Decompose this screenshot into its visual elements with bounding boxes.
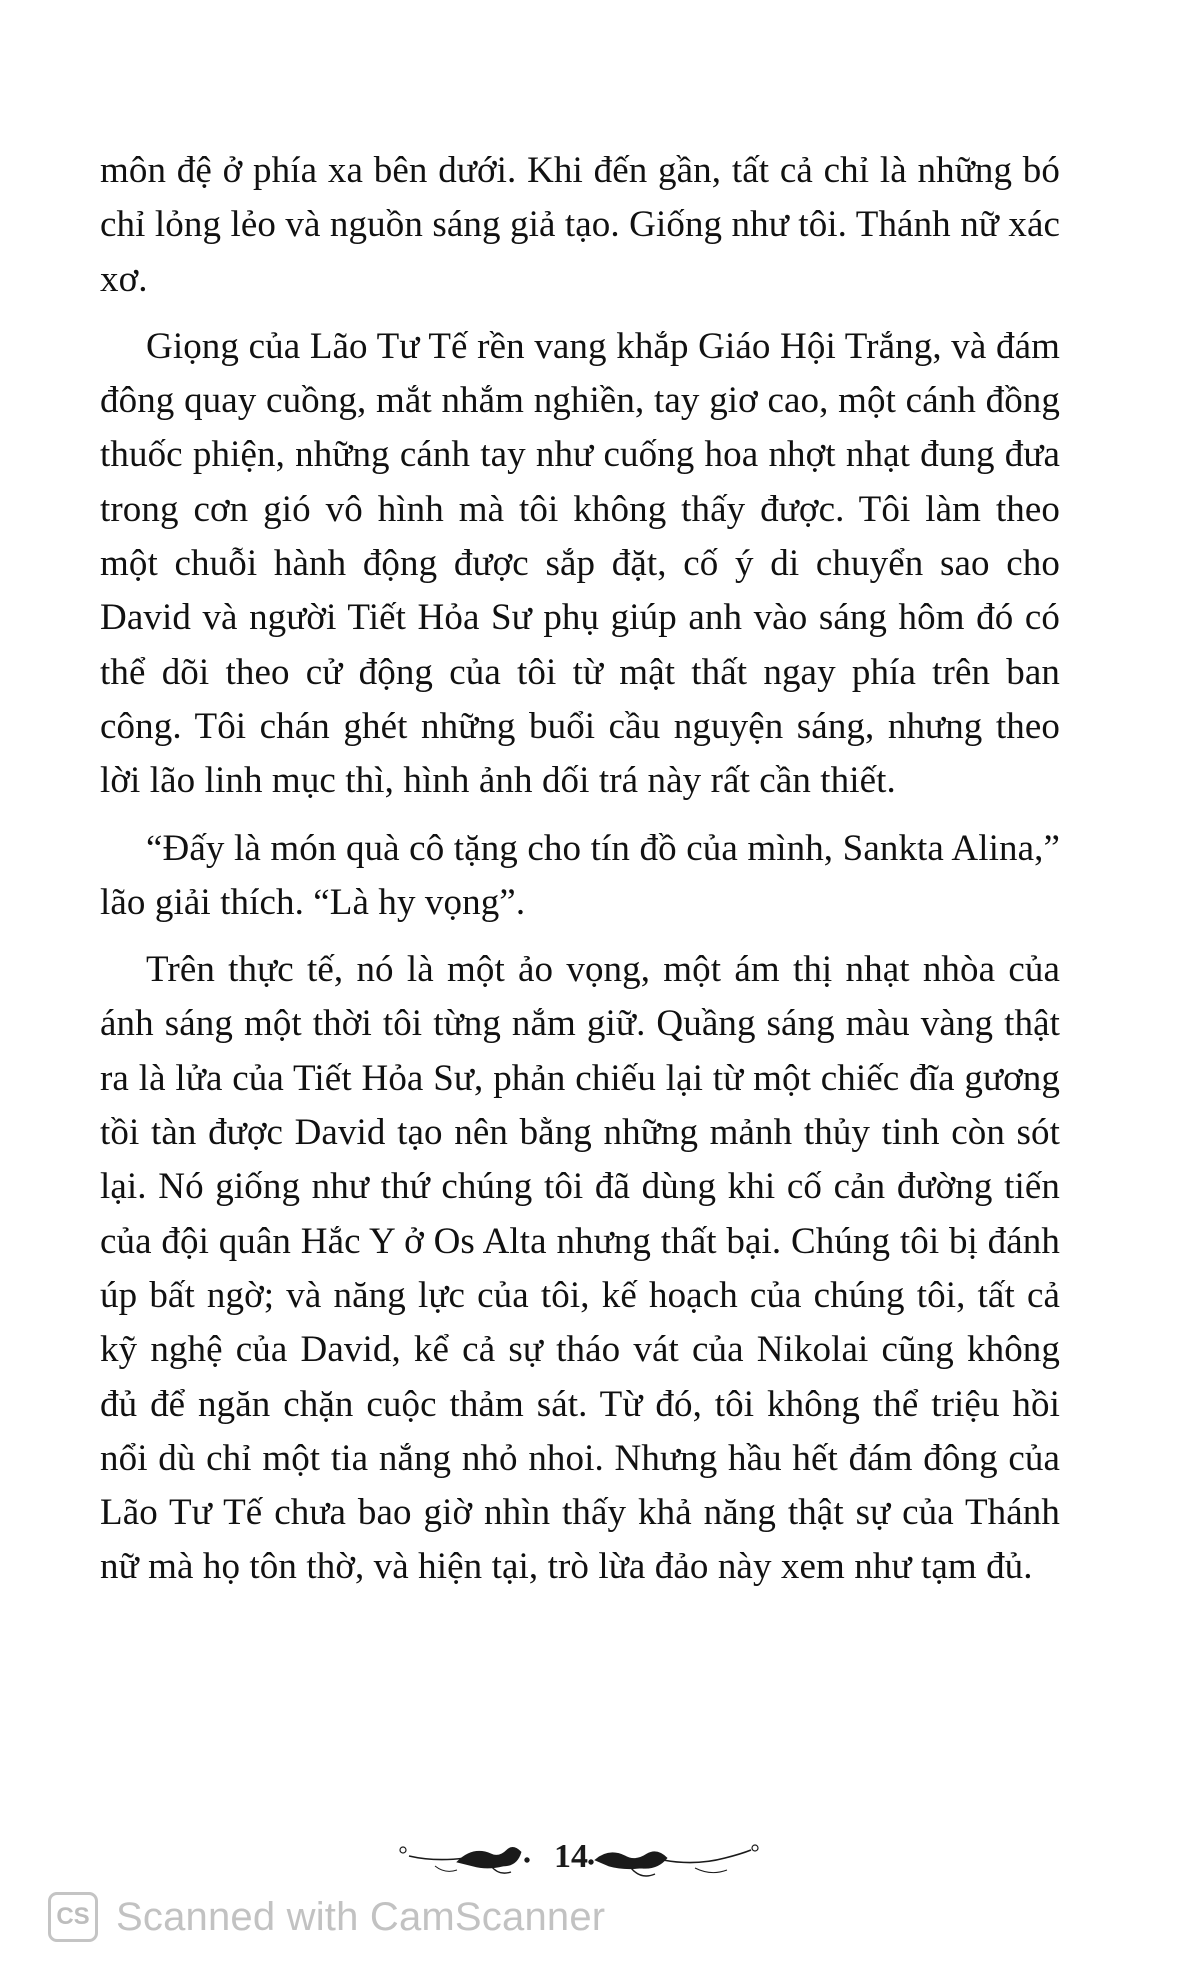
paragraph-3: “Đấy là món quà cô tặng cho tín đồ của mình, Sankta Alina,” lão giải thích. “Là hy vọng”. xyxy=(100,827,1060,923)
paragraph-1: môn đệ ở phía xa bên dưới. Khi đến gần, tất cả chỉ là những bó chỉ lỏng lẻo và nguồn sáng giả tạo. Giống như tôi. Thánh nữ xác xơ. xyxy=(100,150,1060,300)
camscanner-watermark xyxy=(48,1889,605,1945)
camscanner-logo-icon: CS xyxy=(48,1892,98,1942)
page-number: 14 xyxy=(554,1838,588,1875)
paragraph-2: Giọng của Lão Tư Tế rền vang khắp Giáo Hội Trắng, và đám đông quay cuồng, mắt nhắm nghiền, tay giơ cao, một cánh đồng thuốc phiện, những cánh tay như cuống hoa nhợt nhạt đung đưa trong cơn gió vô hình mà tôi không thấy được. Tôi làm theo một chuỗi hành động được sắp đặt, cố ý di chuyển sao cho David và người Tiết Hỏa Sư phụ giúp anh vào sáng hôm đó có thể dõi theo cử động của tôi từ mật thất ngay phía trên ban công. Tôi chán ghét những buổi cầu nguyện sáng, nhưng theo lời lão linh mục thì, hình ảnh dối trá này rất cần thiết. xyxy=(100,325,1060,802)
paragraph-4: Trên thực tế, nó là một ảo vọng, một ám thị nhạt nhòa của ánh sáng một thời tôi từng nắm giữ. Quầng sáng màu vàng thật ra là lửa của Tiết Hỏa Sư, phản chiếu lại từ một chiếc đĩa gương tồi tàn được David tạo nên bằng những mảnh thủy tinh còn sót lại. Nó giống như thứ chúng tôi đã dùng khi cố cản đường tiến của đội quân Hắc Y ở Os Alta nhưng thất bại. Chúng tôi bị đánh úp bất ngờ; và năng lực của tôi, kế hoạch của chúng tôi, tất cả kỹ nghệ của David, kể cả sự tháo vát của Nikolai cũng không đủ để ngăn chặn cuộc thảm sát. Từ đó, tôi không thể triệu hồi nổi dù chỉ một tia nắng nhỏ nhoi. Nhưng hầu hết đám đông của Lão Tư Tế chưa bao giờ nhìn thấy khả năng thật sự của Thánh nữ mà họ tôn thờ, và hiện tại, trò lừa đảo này xem như tạm đủ. xyxy=(100,949,1060,1588)
page-body xyxy=(100,144,1060,1608)
watermark-text: Scanned with CamScanner xyxy=(116,1894,606,1939)
